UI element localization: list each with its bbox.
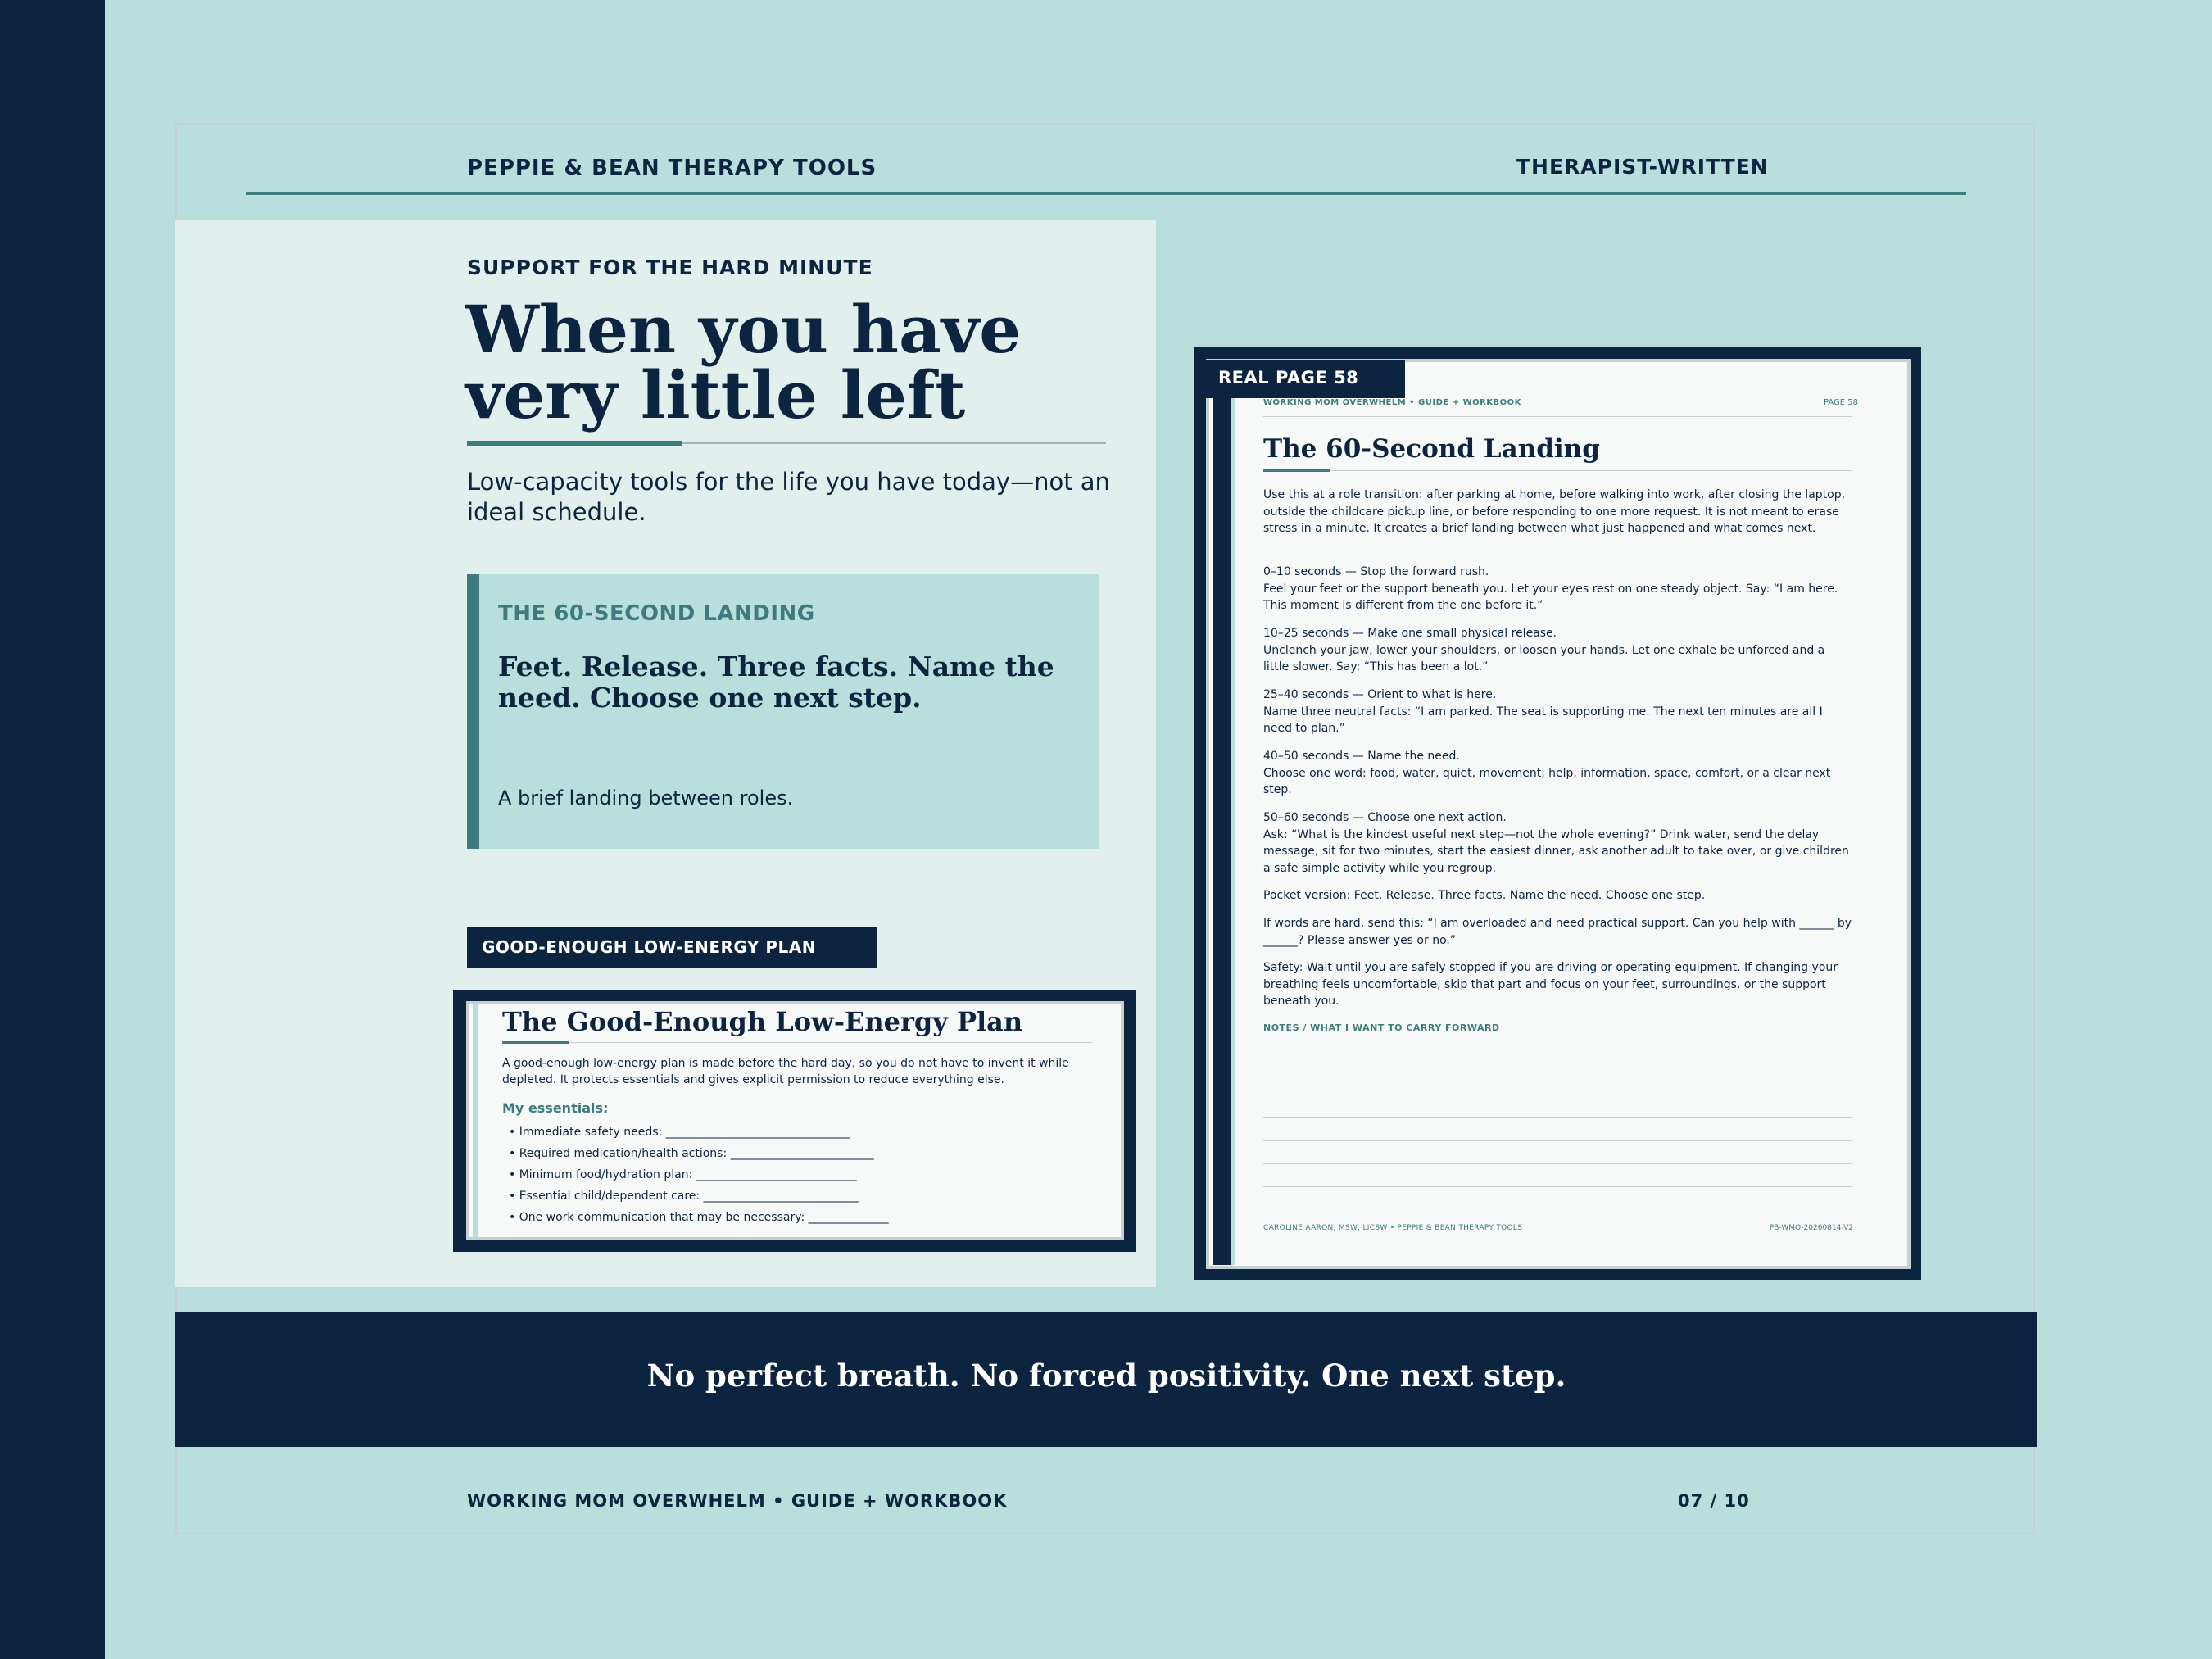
page-footer-code: PB-WMO-20260814-V2 xyxy=(1769,1224,1853,1232)
plan-item: • Required medication/health actions: _________________________ xyxy=(509,1147,874,1160)
step-heading: 0–10 seconds — Stop the forward rush. xyxy=(1263,565,1489,578)
title-accent-rule xyxy=(467,441,682,446)
callout-note: A brief landing between roles. xyxy=(498,786,794,809)
plan-item: • Essential child/dependent care: ___________________________ xyxy=(509,1190,859,1203)
page-number: PAGE 58 xyxy=(1823,398,1858,407)
page-words-hard: If words are hard, send this: “I am overloaded and need practical support. Can you help with ______ by ______? Please answer yes or no.” xyxy=(1263,917,1852,947)
page-preview xyxy=(1206,359,1911,1269)
header-rule xyxy=(246,192,1966,195)
page-title-line-2: very little left xyxy=(465,356,966,433)
plan-page-rule xyxy=(502,1042,1092,1043)
plan-page-accent-rule xyxy=(502,1041,569,1044)
page-preview-tag: REAL PAGE 58 xyxy=(1206,360,1405,398)
notes-line xyxy=(1263,1140,1852,1141)
page-spine xyxy=(1213,395,1231,1265)
page-heading-rule xyxy=(1263,470,1852,471)
page-step xyxy=(1263,564,1853,614)
plan-page-title: The Good-Enough Low-Energy Plan xyxy=(502,1006,1023,1037)
plan-item: • Minimum food/hydration plan: ____________________________ xyxy=(509,1168,857,1181)
step-heading: 40–50 seconds — Name the need. xyxy=(1263,750,1460,763)
page-footer-author: CAROLINE AARON, MSW, LICSW • PEPPIE & BEAN THERAPY TOOLS xyxy=(1263,1224,1523,1232)
step-body: Ask: “What is the kindest useful next step—not the whole evening?” Drink water, send the delay message, sit for two minutes, start the easiest dinner, ask another adult to take over, or give children a safe simple activity while you regroup. xyxy=(1263,827,1849,875)
hero-kicker: SUPPORT FOR THE HARD MINUTE xyxy=(467,256,873,279)
notes-line xyxy=(1263,1163,1852,1164)
plan-item: • Immediate safety needs: ________________________________ xyxy=(509,1126,850,1139)
notes-line xyxy=(1263,1186,1852,1187)
plan-item: • One work communication that may be necessary: ______________ xyxy=(509,1211,889,1224)
page-safety: Safety: Wait until you are safely stopped if you are driving or operating equipment. If changing your breathing feels uncomfortable, skip that part and focus on your feet, surroundings, or the support beneath you. xyxy=(1263,961,1838,1008)
page-head-rule xyxy=(1263,416,1852,417)
hero-subtitle: Low-capacity tools for the life you have today—not an ideal schedule. xyxy=(467,468,1110,526)
callout-label: THE 60-SECOND LANDING xyxy=(498,601,815,626)
banner-quote: No perfect breath. No forced positivity. One next step. xyxy=(646,1358,1566,1394)
step-body: Unclench your jaw, lower your shoulders, or loosen your hands. Let one exhale be unforced and a little slower. Say: “This has been a lot.” xyxy=(1263,643,1825,673)
page-step xyxy=(1263,625,1853,676)
callout-heading: Feet. Release. Three facts. Name the need. Choose one next step. xyxy=(498,650,1054,714)
callout-accent-bar xyxy=(467,574,479,849)
page-spine-edge xyxy=(1231,395,1235,1265)
page-heading: The 60-Second Landing xyxy=(1263,434,1600,464)
step-heading: 50–60 seconds — Choose one next action. xyxy=(1263,811,1507,824)
page-running-head: WORKING MOM OVERWHELM • GUIDE + WORKBOOK xyxy=(1263,398,1521,407)
page-title-line-1: When you have xyxy=(465,291,1022,368)
page-title xyxy=(465,291,1203,433)
page-step xyxy=(1263,809,1853,877)
page-intro: Use this at a role transition: after parking at home, before walking into work, after closing the laptop, outside the childcare pickup line, or before responding to one more request. It is not meant to erase stress in a minute. It creates a brief landing between what just happened and what comes next. xyxy=(1263,488,1846,535)
footer-title: WORKING MOM OVERWHELM • GUIDE + WORKBOOK xyxy=(467,1491,1008,1511)
left-rail xyxy=(0,0,105,1659)
header-label: THERAPIST-WRITTEN xyxy=(1516,155,1769,179)
page-pocket-version: Pocket version: Feet. Release. Three facts. Name the need. Choose one step. xyxy=(1263,889,1706,902)
plan-page-edge xyxy=(473,1004,478,1237)
plan-page-intro: A good-enough low-energy plan is made before the hard day, so you do not have to invent it while depleted. It protects essentials and gives explicit permission to reduce everything else. xyxy=(502,1057,1069,1086)
slide-counter: 07 / 10 xyxy=(1678,1491,1750,1511)
step-body: Feel your feet or the support beneath you. Let your eyes rest on one steady object. Say: “I am here. This moment is different from the one before it.” xyxy=(1263,582,1838,612)
notes-line xyxy=(1263,1117,1852,1118)
page-step xyxy=(1263,687,1853,737)
step-body: Name three neutral facts: “I am parked. The seat is supporting me. The next ten minutes are all I need to plan.” xyxy=(1263,705,1823,735)
plan-page-subheading: My essentials: xyxy=(502,1100,609,1116)
step-body: Choose one word: food, water, quiet, movement, help, information, space, comfort, or a clear next step. xyxy=(1263,766,1831,796)
step-heading: 25–40 seconds — Orient to what is here. xyxy=(1263,688,1497,701)
notes-label: NOTES / WHAT I WANT TO CARRY FORWARD xyxy=(1263,1022,1500,1033)
plan-preview-tag: GOOD-ENOUGH LOW-ENERGY PLAN xyxy=(467,927,877,968)
plan-preview-page xyxy=(466,1001,1124,1240)
page-heading-accent-rule xyxy=(1263,469,1330,472)
page-step xyxy=(1263,748,1853,799)
brand-name: PEPPIE & BEAN THERAPY TOOLS xyxy=(467,156,877,180)
step-heading: 10–25 seconds — Make one small physical release. xyxy=(1263,627,1557,640)
